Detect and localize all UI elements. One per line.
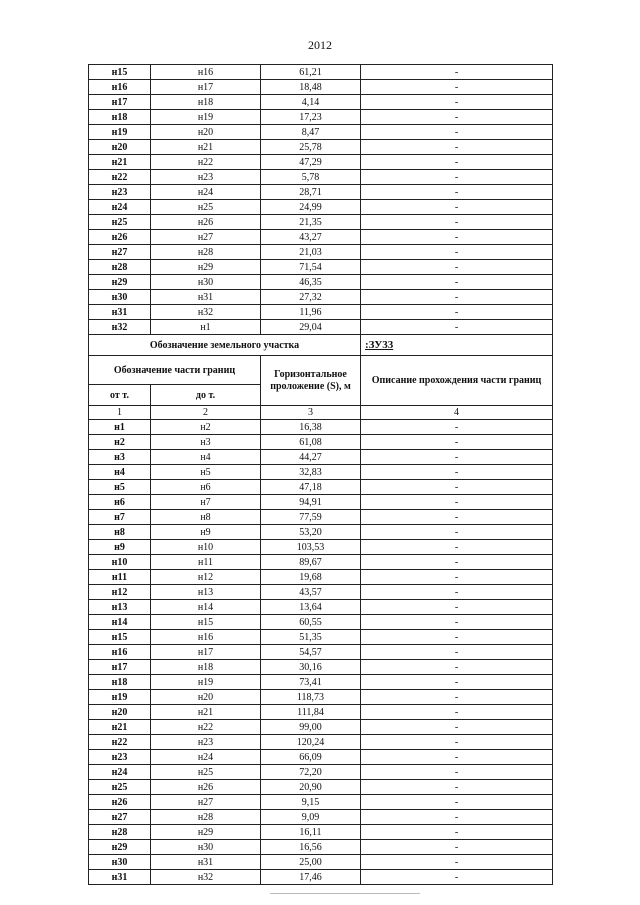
from-point-cell: н22 xyxy=(89,170,151,185)
distance-cell: 17,46 xyxy=(261,870,361,885)
distance-cell: 43,27 xyxy=(261,230,361,245)
to-point-cell: н8 xyxy=(151,510,261,525)
to-point-cell: н13 xyxy=(151,585,261,600)
description-cell: - xyxy=(361,480,553,495)
footer-divider xyxy=(270,893,420,894)
table-row xyxy=(89,260,553,275)
to-point-cell: н29 xyxy=(151,825,261,840)
from-point-cell: н1 xyxy=(89,420,151,435)
table-row xyxy=(89,510,553,525)
distance-cell: 16,11 xyxy=(261,825,361,840)
distance-cell: 73,41 xyxy=(261,675,361,690)
distance-cell: 9,15 xyxy=(261,795,361,810)
table-row xyxy=(89,705,553,720)
bottom-rows xyxy=(89,420,553,885)
distance-cell: 60,55 xyxy=(261,615,361,630)
description-cell: - xyxy=(361,690,553,705)
description-cell: - xyxy=(361,870,553,885)
distance-cell: 8,47 xyxy=(261,125,361,140)
table-row xyxy=(89,480,553,495)
description-cell: - xyxy=(361,95,553,110)
distance-cell: 32,83 xyxy=(261,465,361,480)
distance-cell: 89,67 xyxy=(261,555,361,570)
table-row xyxy=(89,795,553,810)
description-cell: - xyxy=(361,585,553,600)
description-cell: - xyxy=(361,840,553,855)
to-point-cell: н28 xyxy=(151,245,261,260)
table-row xyxy=(89,245,553,260)
distance-cell: 19,68 xyxy=(261,570,361,585)
description-cell: - xyxy=(361,125,553,140)
col-number-3: 3 xyxy=(261,406,361,420)
from-point-cell: н9 xyxy=(89,540,151,555)
from-point-cell: н7 xyxy=(89,510,151,525)
description-cell: - xyxy=(361,305,553,320)
description-cell: - xyxy=(361,675,553,690)
distance-cell: 51,35 xyxy=(261,630,361,645)
table-row xyxy=(89,95,553,110)
from-point-cell: н29 xyxy=(89,840,151,855)
header-block xyxy=(89,335,553,420)
description-cell: - xyxy=(361,140,553,155)
table-row xyxy=(89,765,553,780)
table-row xyxy=(89,585,553,600)
from-point-cell: н29 xyxy=(89,275,151,290)
description-cell: - xyxy=(361,630,553,645)
to-point-cell: н12 xyxy=(151,570,261,585)
to-point-cell: н19 xyxy=(151,110,261,125)
description-cell: - xyxy=(361,435,553,450)
to-point-cell: н28 xyxy=(151,810,261,825)
plot-value: :ЗУ33 xyxy=(361,335,553,356)
table-row xyxy=(89,140,553,155)
from-point-cell: н26 xyxy=(89,230,151,245)
table-row xyxy=(89,290,553,305)
to-point-cell: н31 xyxy=(151,855,261,870)
description-cell: - xyxy=(361,495,553,510)
from-point-cell: н27 xyxy=(89,810,151,825)
to-point-cell: н16 xyxy=(151,630,261,645)
description-cell: - xyxy=(361,80,553,95)
to-point-cell: н9 xyxy=(151,525,261,540)
to-point-cell: н31 xyxy=(151,290,261,305)
description-cell: - xyxy=(361,540,553,555)
distance-cell: 118,73 xyxy=(261,690,361,705)
description-cell: - xyxy=(361,645,553,660)
from-point-cell: н8 xyxy=(89,525,151,540)
distance-cell: 27,32 xyxy=(261,290,361,305)
description-cell: - xyxy=(361,450,553,465)
distance-cell: 66,09 xyxy=(261,750,361,765)
table-row xyxy=(89,645,553,660)
description-cell: - xyxy=(361,810,553,825)
to-point-cell: н6 xyxy=(151,480,261,495)
distance-cell: 47,29 xyxy=(261,155,361,170)
distance-cell: 54,57 xyxy=(261,645,361,660)
table-row xyxy=(89,320,553,335)
distance-cell: 61,21 xyxy=(261,65,361,80)
table-row xyxy=(89,275,553,290)
distance-cell: 61,08 xyxy=(261,435,361,450)
from-point-cell: н19 xyxy=(89,125,151,140)
description-cell: - xyxy=(361,510,553,525)
distance-cell: 43,57 xyxy=(261,585,361,600)
table-row xyxy=(89,735,553,750)
boundary-table xyxy=(88,64,553,885)
table-row xyxy=(89,555,553,570)
table-row xyxy=(89,170,553,185)
table-row xyxy=(89,185,553,200)
description-cell: - xyxy=(361,320,553,335)
description-cell: - xyxy=(361,825,553,840)
to-point-cell: н32 xyxy=(151,870,261,885)
from-point-cell: н15 xyxy=(89,630,151,645)
distance-cell: 25,00 xyxy=(261,855,361,870)
table-row xyxy=(89,840,553,855)
from-point-cell: н4 xyxy=(89,465,151,480)
distance-cell: 120,24 xyxy=(261,735,361,750)
description-cell: - xyxy=(361,735,553,750)
from-point-cell: н23 xyxy=(89,185,151,200)
to-point-cell: н24 xyxy=(151,185,261,200)
distance-cell: 28,71 xyxy=(261,185,361,200)
from-point-cell: н17 xyxy=(89,660,151,675)
from-point-cell: н20 xyxy=(89,140,151,155)
to-point-cell: н26 xyxy=(151,215,261,230)
distance-cell: 72,20 xyxy=(261,765,361,780)
description-cell: - xyxy=(361,855,553,870)
from-point-cell: н21 xyxy=(89,155,151,170)
table-row xyxy=(89,825,553,840)
to-point-cell: н20 xyxy=(151,125,261,140)
description-cell: - xyxy=(361,600,553,615)
to-point-cell: н24 xyxy=(151,750,261,765)
to-point-cell: н18 xyxy=(151,660,261,675)
table-row xyxy=(89,525,553,540)
distance-cell: 29,04 xyxy=(261,320,361,335)
top-rows xyxy=(89,65,553,335)
description-cell: - xyxy=(361,765,553,780)
from-point-cell: н25 xyxy=(89,780,151,795)
to-point-cell: н3 xyxy=(151,435,261,450)
from-point-cell: н5 xyxy=(89,480,151,495)
from-point-cell: н30 xyxy=(89,290,151,305)
col-number-1: 1 xyxy=(89,406,151,420)
description-cell: - xyxy=(361,570,553,585)
table-row xyxy=(89,125,553,140)
horizontal-distance-header: Горизонтальное проложение (S), м xyxy=(261,356,361,406)
to-point-cell: н23 xyxy=(151,735,261,750)
table-row xyxy=(89,155,553,170)
table-row xyxy=(89,675,553,690)
table-row xyxy=(89,110,553,125)
distance-cell: 5,78 xyxy=(261,170,361,185)
col-number-4: 4 xyxy=(361,406,553,420)
to-point-header: до т. xyxy=(151,385,261,406)
description-cell: - xyxy=(361,230,553,245)
to-point-cell: н27 xyxy=(151,795,261,810)
table-row xyxy=(89,630,553,645)
from-point-cell: н31 xyxy=(89,870,151,885)
distance-cell: 111,84 xyxy=(261,705,361,720)
to-point-cell: н32 xyxy=(151,305,261,320)
distance-cell: 44,27 xyxy=(261,450,361,465)
to-point-cell: н22 xyxy=(151,155,261,170)
to-point-cell: н17 xyxy=(151,645,261,660)
to-point-cell: н30 xyxy=(151,275,261,290)
description-cell: - xyxy=(361,245,553,260)
table-row xyxy=(89,750,553,765)
to-point-cell: н29 xyxy=(151,260,261,275)
to-point-cell: н16 xyxy=(151,65,261,80)
from-point-cell: н16 xyxy=(89,645,151,660)
table-row xyxy=(89,450,553,465)
distance-cell: 103,53 xyxy=(261,540,361,555)
from-point-cell: н13 xyxy=(89,600,151,615)
to-point-cell: н19 xyxy=(151,675,261,690)
description-cell: - xyxy=(361,155,553,170)
distance-cell: 77,59 xyxy=(261,510,361,525)
to-point-cell: н27 xyxy=(151,230,261,245)
from-point-cell: н17 xyxy=(89,95,151,110)
to-point-cell: н15 xyxy=(151,615,261,630)
table-row xyxy=(89,615,553,630)
table-row xyxy=(89,540,553,555)
to-point-cell: н21 xyxy=(151,705,261,720)
to-point-cell: н7 xyxy=(151,495,261,510)
description-cell: - xyxy=(361,525,553,540)
table-row xyxy=(89,495,553,510)
description-cell: - xyxy=(361,720,553,735)
from-point-cell: н28 xyxy=(89,260,151,275)
distance-cell: 16,56 xyxy=(261,840,361,855)
description-cell: - xyxy=(361,465,553,480)
from-point-cell: н28 xyxy=(89,825,151,840)
distance-cell: 13,64 xyxy=(261,600,361,615)
to-point-cell: н20 xyxy=(151,690,261,705)
to-point-cell: н2 xyxy=(151,420,261,435)
description-cell: - xyxy=(361,705,553,720)
from-point-cell: н30 xyxy=(89,855,151,870)
to-point-cell: н23 xyxy=(151,170,261,185)
distance-cell: 46,35 xyxy=(261,275,361,290)
from-point-cell: н25 xyxy=(89,215,151,230)
distance-cell: 30,16 xyxy=(261,660,361,675)
table-row xyxy=(89,780,553,795)
distance-cell: 18,48 xyxy=(261,80,361,95)
to-point-cell: н18 xyxy=(151,95,261,110)
description-cell: - xyxy=(361,780,553,795)
description-cell: - xyxy=(361,795,553,810)
to-point-cell: н14 xyxy=(151,600,261,615)
table-row xyxy=(89,660,553,675)
to-point-cell: н30 xyxy=(151,840,261,855)
to-point-cell: н1 xyxy=(151,320,261,335)
description-cell: - xyxy=(361,660,553,675)
table-row xyxy=(89,855,553,870)
table-row xyxy=(89,690,553,705)
distance-cell: 20,90 xyxy=(261,780,361,795)
description-cell: - xyxy=(361,275,553,290)
table-row xyxy=(89,435,553,450)
to-point-cell: н17 xyxy=(151,80,261,95)
from-point-cell: н24 xyxy=(89,200,151,215)
distance-cell: 16,38 xyxy=(261,420,361,435)
from-point-cell: н15 xyxy=(89,65,151,80)
from-point-cell: н26 xyxy=(89,795,151,810)
description-cell: - xyxy=(361,260,553,275)
distance-cell: 11,96 xyxy=(261,305,361,320)
from-point-cell: н3 xyxy=(89,450,151,465)
table-row xyxy=(89,215,553,230)
from-point-cell: н20 xyxy=(89,705,151,720)
from-point-cell: н21 xyxy=(89,720,151,735)
table-row xyxy=(89,200,553,215)
distance-cell: 21,35 xyxy=(261,215,361,230)
from-point-cell: н18 xyxy=(89,675,151,690)
description-cell: - xyxy=(361,110,553,125)
description-cell: - xyxy=(361,170,553,185)
to-point-cell: н22 xyxy=(151,720,261,735)
distance-cell: 9,09 xyxy=(261,810,361,825)
table-row xyxy=(89,870,553,885)
from-point-cell: н27 xyxy=(89,245,151,260)
from-point-cell: н11 xyxy=(89,570,151,585)
from-point-cell: н10 xyxy=(89,555,151,570)
table-row xyxy=(89,720,553,735)
description-cell: - xyxy=(361,200,553,215)
description-cell: - xyxy=(361,65,553,80)
to-point-cell: н4 xyxy=(151,450,261,465)
from-point-cell: н23 xyxy=(89,750,151,765)
description-cell: - xyxy=(361,615,553,630)
to-point-cell: н26 xyxy=(151,780,261,795)
distance-cell: 94,91 xyxy=(261,495,361,510)
table-row xyxy=(89,810,553,825)
plot-label: Обозначение земельного участка xyxy=(89,335,361,356)
to-point-cell: н5 xyxy=(151,465,261,480)
distance-cell: 17,23 xyxy=(261,110,361,125)
to-point-cell: н21 xyxy=(151,140,261,155)
from-point-cell: н16 xyxy=(89,80,151,95)
from-point-cell: н19 xyxy=(89,690,151,705)
description-header: Описание прохождения части границ xyxy=(361,356,553,406)
description-cell: - xyxy=(361,185,553,200)
to-point-cell: н25 xyxy=(151,765,261,780)
distance-cell: 24,99 xyxy=(261,200,361,215)
from-point-cell: н22 xyxy=(89,735,151,750)
from-point-cell: н12 xyxy=(89,585,151,600)
table-row xyxy=(89,420,553,435)
from-point-cell: н24 xyxy=(89,765,151,780)
description-cell: - xyxy=(361,290,553,305)
from-point-cell: н18 xyxy=(89,110,151,125)
description-cell: - xyxy=(361,420,553,435)
table-row xyxy=(89,465,553,480)
description-cell: - xyxy=(361,555,553,570)
from-point-header: от т. xyxy=(89,385,151,406)
distance-cell: 53,20 xyxy=(261,525,361,540)
distance-cell: 47,18 xyxy=(261,480,361,495)
to-point-cell: н25 xyxy=(151,200,261,215)
distance-cell: 71,54 xyxy=(261,260,361,275)
distance-cell: 21,03 xyxy=(261,245,361,260)
description-cell: - xyxy=(361,750,553,765)
table-row xyxy=(89,65,553,80)
description-cell: - xyxy=(361,215,553,230)
to-point-cell: н10 xyxy=(151,540,261,555)
table-row xyxy=(89,230,553,245)
from-point-cell: н6 xyxy=(89,495,151,510)
part-designation-header: Обозначение части границ xyxy=(89,356,261,385)
page-number: 2012 xyxy=(308,38,332,52)
from-point-cell: н31 xyxy=(89,305,151,320)
from-point-cell: н14 xyxy=(89,615,151,630)
distance-cell: 25,78 xyxy=(261,140,361,155)
col-number-2: 2 xyxy=(151,406,261,420)
from-point-cell: н2 xyxy=(89,435,151,450)
distance-cell: 4,14 xyxy=(261,95,361,110)
distance-cell: 99,00 xyxy=(261,720,361,735)
from-point-cell: н32 xyxy=(89,320,151,335)
table-row xyxy=(89,80,553,95)
to-point-cell: н11 xyxy=(151,555,261,570)
table-row xyxy=(89,570,553,585)
table-row xyxy=(89,305,553,320)
table-row xyxy=(89,600,553,615)
